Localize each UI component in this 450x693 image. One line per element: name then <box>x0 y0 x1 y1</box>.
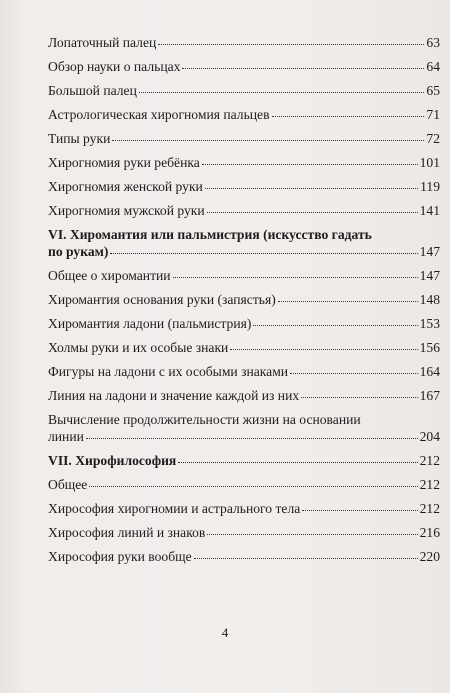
toc-page-number: 101 <box>419 155 440 170</box>
toc-entry-palmistry-general <box>48 267 440 291</box>
toc-page-number: 156 <box>419 340 440 355</box>
toc-page-number: 212 <box>419 453 440 468</box>
dot-leader <box>301 385 417 398</box>
toc-entry-female-hand <box>48 178 440 202</box>
dot-leader <box>290 361 418 374</box>
table-of-contents <box>48 34 440 572</box>
toc-entry-title-line1: Вычисление продолжительности жизни на основании <box>48 412 361 427</box>
toc-entry-title-line2: линии <box>48 429 84 444</box>
dot-leader <box>207 522 417 535</box>
dot-leader <box>302 498 417 511</box>
toc-entry-chirosophy-astral <box>48 500 440 524</box>
toc-entry-life-span <box>48 411 440 452</box>
dot-leader <box>139 80 425 93</box>
dot-leader <box>194 546 418 559</box>
dot-leader <box>173 265 418 278</box>
toc-entry-palm-palmistry <box>48 315 440 339</box>
toc-entry-palm-figures <box>48 363 440 387</box>
dot-leader <box>205 176 418 189</box>
toc-section-title-line1: VI. Хиромантия или пальмистрия (искусство гадать <box>48 227 372 242</box>
dot-leader <box>86 426 418 439</box>
toc-page-number: 153 <box>419 316 440 331</box>
toc-section-title: VII. Хирофилософия <box>48 453 177 468</box>
toc-page-number: 212 <box>419 477 440 492</box>
toc-entry-finger-science-overview <box>48 58 440 82</box>
toc-page-number: 148 <box>419 292 440 307</box>
toc-entry-title: Хирософия руки вообще <box>48 549 192 564</box>
toc-entry-astrological-chirognomy <box>48 106 440 130</box>
dot-leader <box>110 241 417 254</box>
toc-page-number: 204 <box>419 429 440 444</box>
toc-entry-title: Лопаточный палец <box>48 35 157 50</box>
dot-leader <box>253 313 417 326</box>
toc-entry-wrist-palmistry <box>48 291 440 315</box>
toc-page-number: 65 <box>426 83 440 98</box>
toc-page-number: 212 <box>419 501 440 516</box>
dot-leader <box>278 289 418 302</box>
toc-entry-title: Хиромантия ладони (пальмистрия) <box>48 316 252 331</box>
toc-page-number: 63 <box>426 35 440 50</box>
dot-leader <box>202 152 418 165</box>
toc-entry-title: Хирогномия мужской руки <box>48 203 205 218</box>
toc-page-number: 147 <box>419 244 440 259</box>
toc-page-number: 220 <box>419 549 440 564</box>
toc-page-number: 119 <box>420 179 440 194</box>
toc-entry-title: Хирогномия руки ребёнка <box>48 155 200 170</box>
dot-leader <box>182 56 424 69</box>
toc-entry-thumb <box>48 82 440 106</box>
toc-page-number: 141 <box>419 203 440 218</box>
toc-page-number: 72 <box>426 131 440 146</box>
toc-entry-spatulate-finger <box>48 34 440 58</box>
toc-entry-title: Хирогномия женской руки <box>48 179 203 194</box>
toc-entry-title: Фигуры на ладони с их особыми знаками <box>48 364 289 379</box>
dot-leader <box>158 32 424 45</box>
toc-section-vi <box>48 226 440 267</box>
toc-entry-title: Холмы руки и их особые знаки <box>48 340 229 355</box>
toc-entry-title: Большой палец <box>48 83 137 98</box>
toc-entry-title: Обзор науки о пальцах <box>48 59 181 74</box>
toc-entry-hand-types <box>48 130 440 154</box>
toc-entry-title: Хиромантия основания руки (запястья) <box>48 292 276 307</box>
toc-entry-chirosophy-lines <box>48 524 440 548</box>
toc-entry-general <box>48 476 440 500</box>
toc-section-vii <box>48 452 440 476</box>
toc-entry-palm-lines <box>48 387 440 411</box>
toc-entry-title: Общее о хиромантии <box>48 268 171 283</box>
toc-entry-title: Хирософия линий и знаков <box>48 525 206 540</box>
dot-leader <box>207 200 418 213</box>
toc-entry-title: Астрологическая хирогномия пальцев <box>48 107 270 122</box>
toc-entry-child-hand <box>48 154 440 178</box>
toc-page-number: 71 <box>426 107 440 122</box>
toc-page-number: 164 <box>419 364 440 379</box>
toc-section-title-line2: по рукам) <box>48 244 109 259</box>
dot-leader <box>89 474 417 487</box>
toc-page-number: 216 <box>419 525 440 540</box>
toc-page-number: 167 <box>419 388 440 403</box>
toc-entry-chirosophy-hand <box>48 548 440 572</box>
page-number-footer: 4 <box>221 625 229 640</box>
dot-leader <box>230 337 417 350</box>
dot-leader <box>272 104 425 117</box>
toc-page-number: 64 <box>426 59 440 74</box>
toc-page-number: 147 <box>419 268 440 283</box>
toc-entry-title: Линия на ладони и значение каждой из них <box>48 388 300 403</box>
toc-entry-title: Общее <box>48 477 88 492</box>
toc-entry-title: Типы руки <box>48 131 111 146</box>
toc-entry-hand-mounts <box>48 339 440 363</box>
toc-entry-title: Хирософия хирогномии и астрального тела <box>48 501 301 516</box>
dot-leader <box>178 450 417 463</box>
dot-leader <box>112 128 424 141</box>
toc-entry-male-hand <box>48 202 440 226</box>
